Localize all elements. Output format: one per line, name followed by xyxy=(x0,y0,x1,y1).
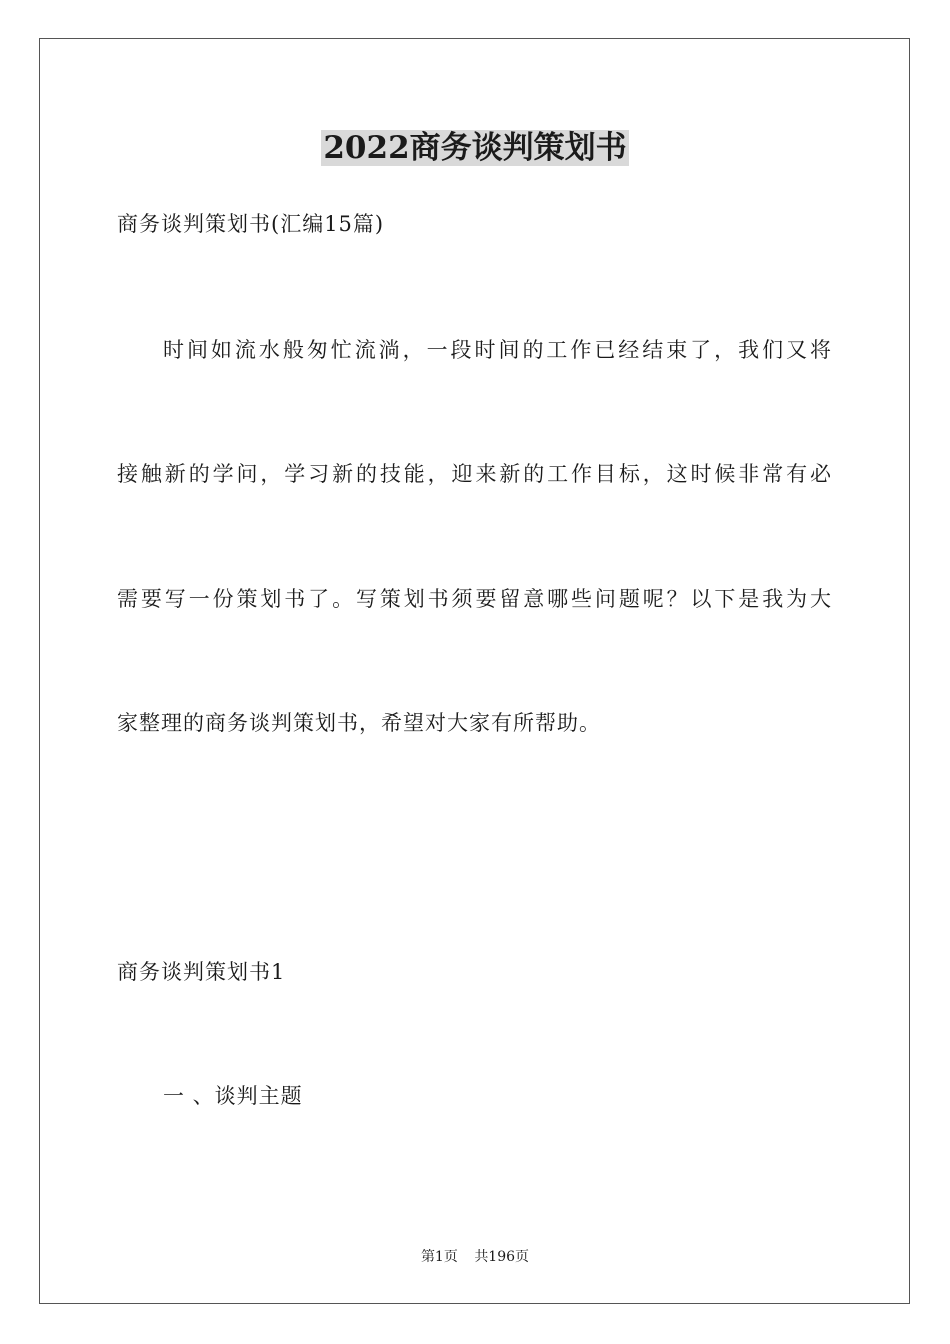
page-footer xyxy=(0,1247,950,1267)
document-subtitle: 商务谈判策划书(汇编15篇) xyxy=(117,212,385,236)
intro-line-2: 接触新的学问，学习新的技能，迎来新的工作目标，这时候非常有必 xyxy=(117,462,831,486)
document-title-text: 2022商务谈判策划书 xyxy=(323,130,627,166)
document-title xyxy=(0,128,950,168)
section-heading: 商务谈判策划书1 xyxy=(117,960,286,984)
page-number-total: 共196页 xyxy=(474,1249,530,1265)
intro-line-4: 家整理的商务谈判策划书，希望对大家有所帮助。 xyxy=(117,711,601,735)
intro-line-1: 时间如流水般匆忙流淌，一段时间的工作已经结束了，我们又将 xyxy=(163,338,831,362)
page-number-current: 第1页 xyxy=(420,1249,458,1265)
subsection-heading: 一 、谈判主题 xyxy=(163,1084,303,1108)
intro-line-3: 需要写一份策划书了。写策划书须要留意哪些问题呢？以下是我为大 xyxy=(117,587,831,611)
